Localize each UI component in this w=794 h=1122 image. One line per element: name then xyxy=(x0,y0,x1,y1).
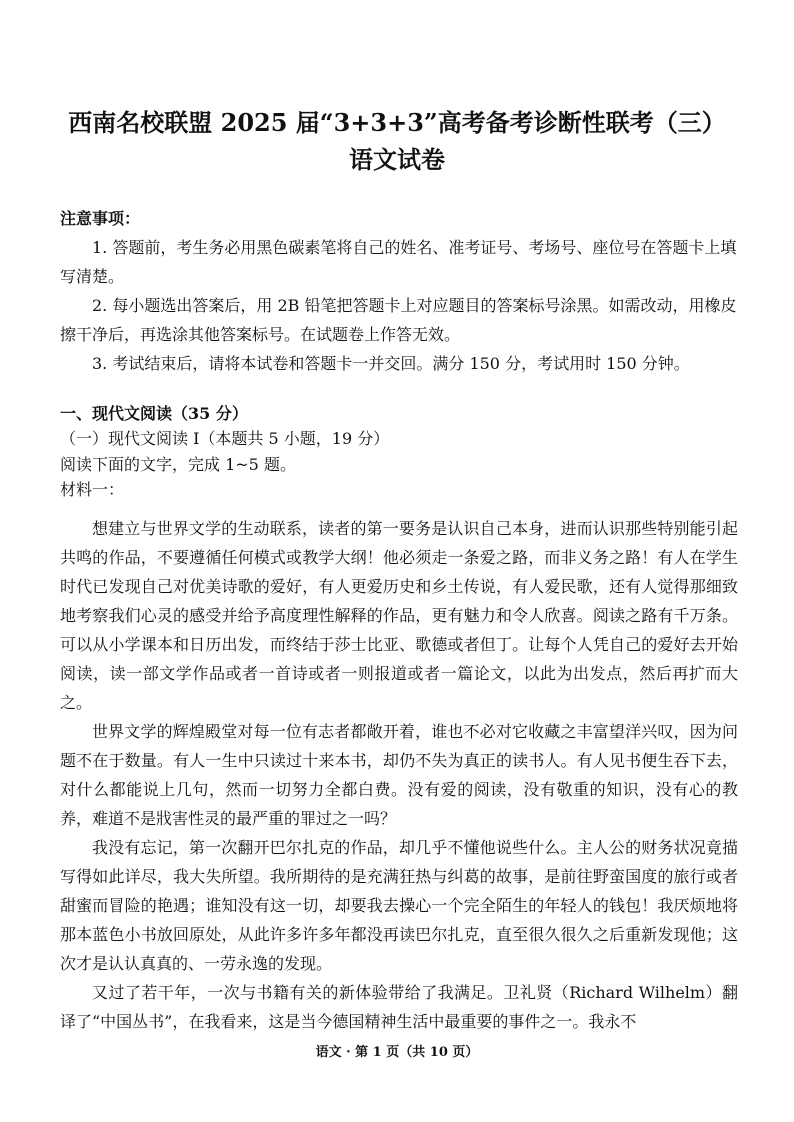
title-block xyxy=(0,104,794,178)
notes-item: 3. 考试结束后，请将本试卷和答题卡一并交回。满分 150 分，考试用时 150 分钟。 xyxy=(92,354,690,373)
material-label: 材料一： xyxy=(60,480,125,500)
exam-title: 西南名校联盟 2025 届“3+3+3”高考备考诊断性联考（三） xyxy=(68,108,726,137)
passage-paragraph: 世界文学的辉煌殿堂对每一位有志者都敞开着，谁也不必对它收藏之丰富望洋兴叹，因为问题不在于数量。有人一生中只读过十来本书，却仍不失为真正的读书人。有人见书便生吞下去，对什么都能说上几句，然而一切努力全都白费。没有爱的阅读，没有敬重的知识，没有心的教养，难道不是戕害性灵的最严重的罪过之一吗？ xyxy=(60,722,738,828)
page-footer: 语文 · 第 1 页（共 10 页） xyxy=(315,1045,479,1060)
section-heading: 一、现代文阅读（35 分） xyxy=(60,404,248,423)
passage-paragraph: 想建立与世界文学的生动联系，读者的第一要务是认识自己本身，进而认识那些特别能引起共鸣的作品，不要遵循任何模式或教学大纲！他必须走一条爱之路，而非义务之路！有人在学生时代已发现自己对优美诗歌的爱好，有人更爱历史和乡土传说，有人爱民歌，还有人觉得那细致地考察我们心灵的感受并给予高度理性解释的作品，更有魅力和令人欣喜。阅读之路有千万条。可以从小学课本和日历出发，而终结于莎士比亚、歌德或者但丁。让每个人凭自己的爱好去开始阅读，读一部文学作品或者一首诗或者一则报道或者一篇论文，以此为出发点，然后再扩而大之。 xyxy=(60,519,738,712)
passage-paragraph: 又过了若干年，一次与书籍有关的新体验带给了我满足。卫礼贤（Richard Wilhelm）翻译了“中国丛书”，在我看来，这是当今德国精神生活中最重要的事件之一。我永不 xyxy=(60,983,738,1031)
notes-section xyxy=(60,204,738,378)
notes-item: 2. 每小题选出答案后，用 2B 铅笔把答题卡上对应题目的答案标号涂黑。如需改动，用橡皮擦干净后，再选涂其他答案标号。在试题卷上作答无效。 xyxy=(60,296,737,344)
section-heading-block xyxy=(60,401,738,503)
exam-subtitle: 语文试卷 xyxy=(349,145,445,174)
reading-passage xyxy=(60,514,738,1036)
notes-item: 1. 答题前，考生务必用黑色碳素笔将自己的姓名、准考证号、考场号、座位号在答题卡上填写清楚。 xyxy=(60,238,737,286)
instruction-text: 阅读下面的文字，完成 1~5 题。 xyxy=(60,454,296,474)
notes-heading: 注意事项： xyxy=(60,209,141,228)
subsection-heading: （一）现代文阅读 I（本题共 5 小题，19 分） xyxy=(60,429,390,449)
passage-paragraph: 我没有忘记，第一次翻开巴尔扎克的作品，却几乎不懂他说些什么。主人公的财务状况竟描写得如此详尽，我大失所望。我所期待的是充满狂热与纠葛的故事，是前往野蛮国度的旅行或者甜蜜而冒险的艳遇；谁知没有这一切，却要我去操心一个完全陌生的年轻人的钱包！我厌烦地将那本蓝色小书放回原处，从此许多许多年都没再读巴尔扎克，直至很久很久之后重新发现他；这次才是认认真真的、一劳永逸的发现。 xyxy=(60,838,738,973)
